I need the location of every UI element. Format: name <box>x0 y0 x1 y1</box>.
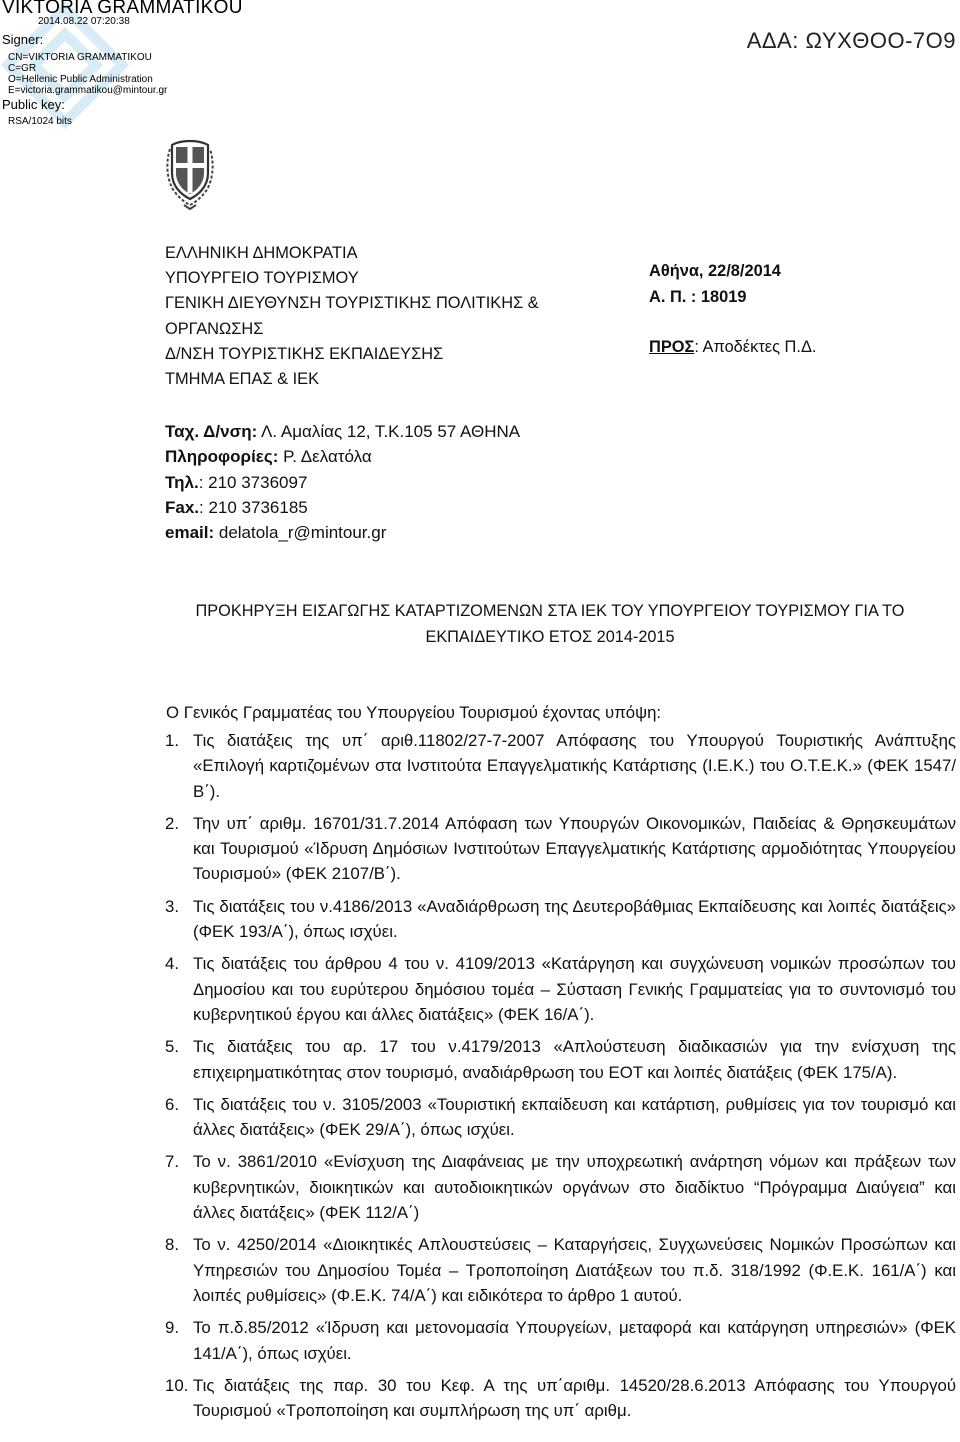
info-value: Ρ. Δελατόλα <box>278 447 372 467</box>
list-item <box>165 811 956 887</box>
info-line <box>165 444 520 469</box>
email-line <box>165 520 520 545</box>
item-number: 8. <box>165 1235 179 1255</box>
list-item <box>165 1092 956 1143</box>
list-item <box>165 1315 956 1366</box>
list-item <box>165 1034 956 1085</box>
item-number: 1. <box>165 731 179 750</box>
list-item <box>165 1232 956 1308</box>
signer-cn: CN=VIKTORIA GRAMMATIKOU <box>8 52 152 63</box>
recipients-label: ΠΡΟΣ <box>649 338 695 356</box>
public-key-label: Public key: <box>2 97 65 112</box>
public-key-type: RSA/1024 bits <box>8 116 72 127</box>
tel-line <box>165 470 520 495</box>
title-line: ΕΚΠΑΙΔΕΥΤΙΚΟ ΕΤΟΣ 2014-2015 <box>425 628 675 646</box>
signer-name: VIKTORIA GRAMMATIKOU <box>2 0 243 18</box>
item-number: 7. <box>165 1152 179 1172</box>
info-label: Πληροφορίες: <box>165 447 279 467</box>
email-value: delatola_r@mintour.gr <box>214 523 387 543</box>
recipients-value: : Αποδέκτες Π.Δ. <box>694 338 817 356</box>
contact-details <box>165 419 520 545</box>
recipients <box>649 335 816 361</box>
list-item <box>165 894 956 945</box>
item-number: 5. <box>165 1037 179 1057</box>
intro-paragraph: Ο Γενικός Γραμματέας του Υπουργείου Τουρισμού έχοντας υπόψη: <box>166 703 662 722</box>
list-item <box>165 1373 956 1424</box>
document-title <box>150 598 950 650</box>
fax-value: : 210 3736185 <box>199 497 308 517</box>
item-number: 6. <box>165 1094 179 1114</box>
ada-code: ΑΔΑ: ΩΥΧΘΟΟ-7Ο9 <box>746 28 956 53</box>
item-text: Τις διατάξεις του ν.4186/2013 «Αναδιάρθρωση της Δευτεροβάθμιας Εκπαίδευσης και λοιπές διατάξεις» (ΦΕΚ 193/Α΄), όπως ισχύει. <box>193 896 956 942</box>
item-text: Τις διατάξεις της παρ. 30 του Κεφ. Α της υπ΄αριθμ. 14520/28.6.2013 Απόφασης του Υπουργού Τουρισμού «Τροποποίηση και συμπλήρωση της υπ΄ αριθμ. <box>193 1375 956 1421</box>
address-value: Λ. Αμαλίας 12, Τ.Κ.105 57 ΑΘΗΝΑ <box>257 422 521 441</box>
email-label: email: <box>165 523 215 543</box>
item-number: 3. <box>165 896 179 916</box>
list-item <box>165 1149 956 1225</box>
issuing-authority <box>165 241 539 392</box>
fax-label: Fax. <box>165 497 200 517</box>
authority-line: ΥΠΟΥΡΓΕΙΟ ΤΟΥΡΙΣΜΟΥ <box>165 269 359 288</box>
item-number: 2. <box>165 813 179 833</box>
item-text: Τις διατάξεις της υπ΄ αριθ.11802/27-7-2007 Απόφασης του Υπουργού Τουριστικής Ανάπτυξης «Επιλογή καρτιζομένων στα Ινστιτούτα Επαγγελματικής Κατάρτισης (Ι.Ε.Κ.) του Ο.Τ.Ε.Κ.» (ΦΕΚ 1547/Β΄). <box>193 731 956 801</box>
item-number: 10. <box>165 1375 189 1395</box>
signer-country: C=GR <box>8 63 37 74</box>
legal-references-list <box>165 728 956 1430</box>
signer-email: E=victoria.grammatikou@mintour.gr <box>8 85 168 96</box>
authority-line: Δ/ΝΣΗ ΤΟΥΡΙΣΤΙΚΗΣ ΕΚΠΑΙΔΕΥΣΗΣ <box>165 344 444 363</box>
authority-line: ΕΛΛΗΝΙΚΗ ΔΗΜΟΚΡΑΤΙΑ <box>165 244 358 262</box>
item-text: Το π.δ.85/2012 «Ίδρυση και μετονομασία Υπουργείων, μεταφορά και κατάργηση υπηρεσιών» (ΦΕΚ 141/Α΄), όπως ισχύει. <box>193 1318 956 1363</box>
item-text: Τις διατάξεις του άρθρου 4 του ν. 4109/2013 «Κατάργηση και συγχώνευση νομικών προσώπων του Δημοσίου και του ευρύτερου δημόσιου τομέα – Σύσταση Γενικής Γραμματείας για το συντονισμό του κυβερνητικού έργου και άλλες διατάξεις» (ΦΕΚ 16/Α΄). <box>193 954 956 1024</box>
document-meta <box>649 259 816 361</box>
address-line <box>165 419 520 444</box>
authority-line: ΟΡΓΑΝΩΣΗΣ <box>165 319 264 338</box>
list-item <box>165 951 956 1027</box>
greek-coat-of-arms-icon <box>164 139 216 211</box>
tel-label: Τηλ. <box>165 472 199 492</box>
item-text: Το ν. 3861/2010 «Ενίσχυση της Διαφάνειας με την υποχρεωτική ανάρτηση νόμων και πράξεων των κυβερνητικών, διοικητικών και αυτοδιοικητικών οργάνων στο διαδίκτυο “Πρόγραμμα Διαύγεια” και άλλες διατάξεις» (ΦΕΚ 112/Α΄) <box>193 1152 956 1223</box>
signature-date: 2014.08.22 07:20:38 <box>38 16 130 27</box>
title-line: ΠΡΟΚΗΡΥΞΗ ΕΙΣΑΓΩΓΗΣ ΚΑΤΑΡΤΙΖΟΜΕΝΩΝ ΣΤΑ ΙΕΚ ΤΟΥ ΥΠΟΥΡΓΕΙΟΥ ΤΟΥΡΙΣΜΟΥ ΓΙΑ ΤΟ <box>195 602 905 620</box>
list-item <box>165 728 956 804</box>
item-text: Τις διατάξεις του αρ. 17 του ν.4179/2013 «Απλούστευση διαδικασιών για την ενίσχυση της επιχειρηματικότητας στον τουρισμό, αναδιάρθρωση του ΕΟΤ και λοιπές διατάξεις (ΦΕΚ 175/Α). <box>193 1037 956 1082</box>
fax-line <box>165 495 520 520</box>
authority-line: ΤΜΗΜΑ ΕΠΑΣ & ΙΕΚ <box>165 370 320 389</box>
digital-signature <box>0 0 243 130</box>
signer-organization: O=Hellenic Public Administration <box>8 74 153 85</box>
place-date: Αθήνα, 22/8/2014 <box>649 262 781 280</box>
address-label: Ταχ. Δ/νση: <box>165 422 258 441</box>
item-text: Τις διατάξεις του ν. 3105/2003 «Τουριστική εκπαίδευση και κατάρτιση, ρυθμίσεις για τον τουρισμό και άλλες διατάξεις» (ΦΕΚ 29/Α΄), όπως ισχύει. <box>193 1094 956 1140</box>
tel-value: : 210 3736097 <box>198 472 308 492</box>
authority-line: ΓΕΝΙΚΗ ΔΙΕΥΘΥΝΣΗ ΤΟΥΡΙΣΤΙΚΗΣ ΠΟΛΙΤΙΚΗΣ & <box>165 294 539 313</box>
item-number: 9. <box>165 1318 179 1338</box>
item-text: Το ν. 4250/2014 «Διοικητικές Απλουστεύσεις – Καταργήσεις, Συγχωνεύσεις Νομικών Προσώπων και Υπηρεσιών του Δημοσίου Τομέα – Τροποποίηση Διατάξεων του π.δ. 318/1992 (Φ.Ε.Κ. 161/Α΄) και λοιπές ρυθμίσεις» (Φ.Ε.Κ. 74/Α΄) και ειδικότερα το άρθρο 1 αυτού. <box>193 1235 956 1305</box>
item-number: 4. <box>165 954 179 974</box>
item-text: Την υπ΄ αριθμ. 16701/31.7.2014 Απόφαση των Υπουργών Οικονομικών, Παιδείας & Θρησκευμάτων και Τουρισμού «Ίδρυση Δημόσιων Ινστιτούτων Επαγγελματικής Κατάρτισης αρμοδιότητας Υπουργείου Τουρισμού» (ΦΕΚ 2107/Β΄). <box>193 813 956 884</box>
signer-label: Signer: <box>2 32 44 47</box>
protocol-number: Α. Π. : 18019 <box>649 287 747 306</box>
